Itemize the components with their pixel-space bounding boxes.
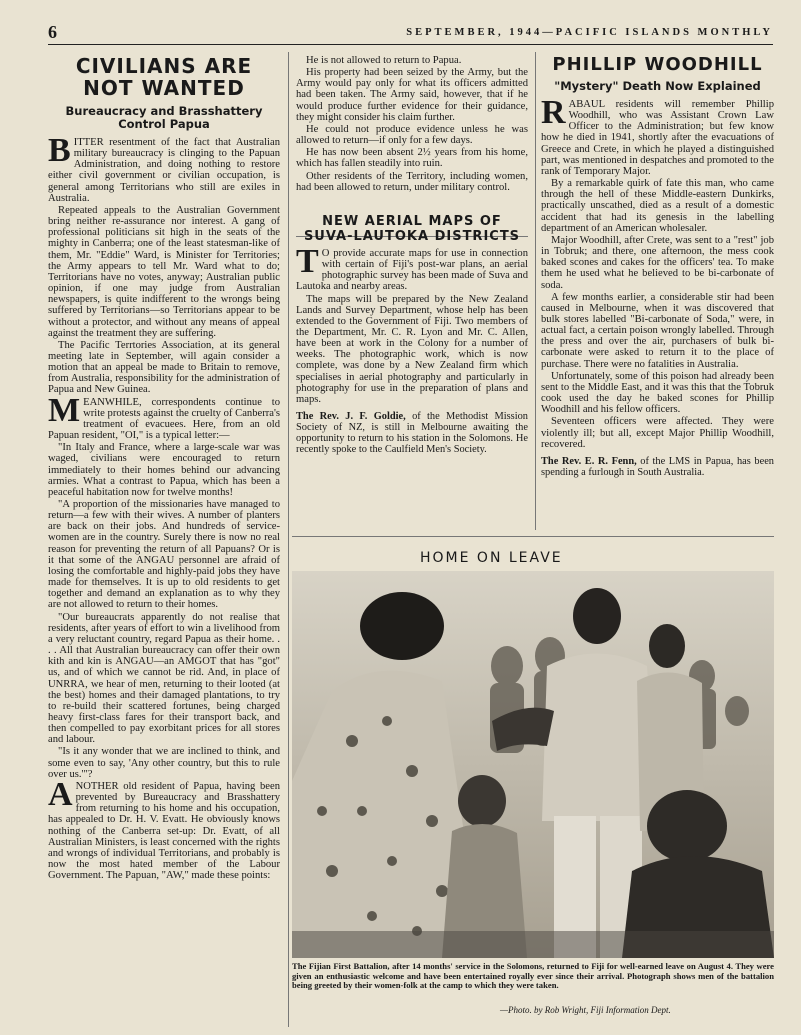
column-rule-left: [288, 52, 289, 1027]
phillip-paragraph: A few months earlier, a considerable stir had been caused in Melbourne, when it was discovered that bulk stores labelled "Bi-carbonate of Soda," were, in actual fact, a certain poison wrongly labelled. Through the press and over the air, purchasers of bulk bi-carbonate were asked to return it to the place of purchase. There were no fatalities in Australia.: [541, 291, 774, 370]
phillip-paragraph: Unfortunately, some of this poison had already been sent to the Middle East, and it was this that the Tobruk cook used the day he baked scones for Phillip Woodhill and his fellow officers.: [541, 370, 774, 416]
photo-illustration: [292, 571, 774, 958]
civilians-paragraph: MEANWHILE, correspondents continue to write protests against the cruelty of Canberra's treatment of evacuees. Here, from an old Papuan resident, "OI," is a typical letter:—: [48, 391, 280, 442]
goldie-note: The Rev. J. F. Goldie, of the Methodist Mission Society of NZ, is still in Melbourne awaiting the opportunity to return to his station in the Solomons. He recently spoke to the Caulfield Men's Society.: [296, 411, 528, 456]
page-header: [48, 24, 773, 45]
civilians-paragraph: He is not allowed to return to Papua.: [306, 55, 462, 66]
civilians-paragraph: He could not produce evidence unless he was allowed to return—if only for a few days.: [296, 123, 528, 147]
civilians-paragraph: Other residents of the Territory, including women, had been allowed to return, under military control.: [296, 170, 528, 193]
civilians-title: CIVILIANS ARE NOT WANTED: [75, 55, 253, 100]
civilians-paragraph: Repeated appeals to the Australian Government bring neither re-assurance nor interest. A gang of professional politicians sit high in the seats of the mighty in Canberra; one of the least statesman-like of them, Mr. "Eddie" Ward, is Minister for Territories; the Army appears to tell Mr. Ward what to do; Territorians have no votes, anyway; Australian public opinion, if one may judge from Australian newspapers, is quite indifferent to the wrongs being suffered by Territorians—so Territorians appear to be without a protector, and without any means of appeal against the treatment they are suffering.: [48, 204, 280, 339]
phillip-paragraph: By a remarkable quirk of fate this man, who came through the hell of these Middle-eastern Dunkirks, practically unscathed, died as a result of a domestic accident that had its genesis in the labelling department of an American wholesaler.: [541, 178, 774, 234]
civilians-paragraph: ANOTHER old resident of Papua, having been prevented by Bureaucracy and Brasshattery from returning to his home and his occupation, has appealed to Dr. H. V. Evatt. He obviously knows nothing of the Canberra set-up: Dr. Evatt, of all Australian Ministers, is least concerned with the rights and wrongs of individual Territorians, and probably is now the most hated member of the Labour Government. The Papuan, "AW," made these points:: [48, 775, 280, 882]
photo-divider: [292, 536, 774, 537]
civilians-subtitle: Bureaucracy and Brasshattery Control Papua: [65, 104, 263, 131]
civilians-paragraph: "In Italy and France, where a large-scale war was waged, civilians were encouraged to return immediately to their homes behind our advancing armies. What a contrast to Papua, which has been a peaceful habitation now for twelve months!: [48, 442, 280, 498]
civilians-paragraph: The Pacific Terrtories Association, at its general meeting late in September, will again consider a motion that an appeal be made to Britain to remove, from Australia, responsibility for the administration of Papua and New Guinea.: [48, 339, 280, 396]
civilians-article: [48, 55, 280, 1035]
fenn-note: The Rev. E. R. Fenn, of the LMS in Papua, has been spending a furlough in South Australia.: [541, 455, 774, 478]
drop-cap: T: [296, 242, 319, 280]
phillip-paragraph: Major Woodhill, after Crete, was sent to a "rest" job in Tobruk; and there, one afternoon, the mess cook baked scones and cakes for the officers' tea. To make them he used what he believed to be bi-carbonate of soda.: [541, 234, 774, 291]
drop-cap: R: [541, 94, 566, 131]
masthead: SEPTEMBER, 1944—PACIFIC ISLANDS MONTHLY: [406, 27, 773, 38]
photo-title: HOME ON LEAVE: [420, 550, 563, 566]
aerial-title: NEW AERIAL MAPS OF SUVA-LAUTOKA DISTRICTS: [303, 213, 521, 244]
phillip-paragraph: RABAUL residents will remember Phillip Woodhill, who was Assistant Crown Law Officer to the Administration; but few know how he died in 1941, shortly after the evacuations of Greece and Crete, in which he played a distinguished part, was mentioned in despatches and promoted to the rank of Temporary Major.: [541, 94, 774, 177]
page-number: 6: [48, 22, 57, 42]
phillip-subtitle: "Mystery" Death Now Explained: [554, 79, 761, 93]
phillip-paragraph: Seventeen officers were affected. They were violently ill; but all, except Major Phillip Woodhill, recovered.: [541, 416, 774, 450]
aerial-paragraph: The maps will be prepared by the New Zealand Lands and Survey Department, whose help has been extended to the Government of Fiji. Two members of the Department, Mr. C. R. Lyon and Mr. C. Allen, have been at work in the Colony for a number of weeks. The photographic work, which is now complete, was done by a New Zealand firm which specialises in aerial photography and particularly in photography for use in the preparation of plans and maps.: [296, 293, 528, 405]
drop-cap: A: [48, 775, 73, 813]
photo-caption: The Fijian First Battalion, after 14 months' service in the Solomons, returned to Fiji for well-earned leave on August 4. They were given an enthusiastic welcome and have been entertained royally ever since their arrival. Photograph shows men of the battalion being greeted by their women-folk at the camp to which they were taken.: [292, 961, 774, 991]
civilians-paragraph: "Is it any wonder that we are inclined to think, and some even to say, 'Any other country, but this to rule over us.'"?: [48, 746, 280, 780]
civilians-paragraph: His property had been seized by the Army, but the Army would pay only for what its officers admitted had been taken. The Army said, however, that if he would produce further evidence for their guidance, they might consider his claim further.: [296, 67, 528, 123]
aerial-paragraph: T O provide accurate maps for use in connection with certain of Fiji's post-war plans, an aerial photographic survey has been made of Suva and Lautoka and nearby areas.: [296, 242, 528, 293]
civilians-paragraph: BITTER resentment of the fact that Australian military bureaucracy is clinging to the Papuan Administration, and doing nothing to restore either civil government or civilian occupation, is general among Territorians who still are exiles in Australia.: [48, 132, 280, 204]
civilians-paragraph: "A proportion of the missionaries have managed to return—a few with their wives. A number of planters are back on their jobs. And hundreds of service-women are in the country. Surely there is now no real reason for preventing the return of all Papuans? Or is it that some of the ANGAU personnel are afraid of losing the comfortable and highly-paid jobs they have made for themselves. It is up to old residents to get together and demand an explanation as to why they are not allowed to return to their homes.: [48, 499, 280, 611]
civilians-paragraph: He has now been absent 2½ years from his home, which has fallen steadily into ruin.: [296, 147, 528, 170]
middle-column: [296, 55, 528, 525]
civilians-paragraph: "Our bureaucrats apparently do not realise that residents, after years of effort to win a livelihood from a very reluctant country, regard Papua as their home. . . . All that Australian bureaucracy can offer their own kith and kin is ANGAU—an AMGOT that has "got" us, and of which we cannot be rid. And, in place of UNRRA, we hear of men, returning to their looted (at the best) homes and their damaged plantations, to try to re-build their scattered fortunes, being charged heavy first-class fares for their transport back, and then compelled to pay exorbitant prices for all stores and labour.: [48, 611, 280, 746]
fijian-battalion-photo: [292, 571, 774, 958]
photo-credit: —Photo. by Rob Wright, Fiji Information Dept.: [500, 1005, 671, 1015]
drop-cap: M: [48, 391, 81, 429]
phillip-title: PHILLIP WOODHILL: [552, 55, 763, 75]
drop-cap: B: [48, 132, 71, 169]
column-rule-right: [535, 52, 536, 530]
phillip-article: [541, 55, 774, 525]
